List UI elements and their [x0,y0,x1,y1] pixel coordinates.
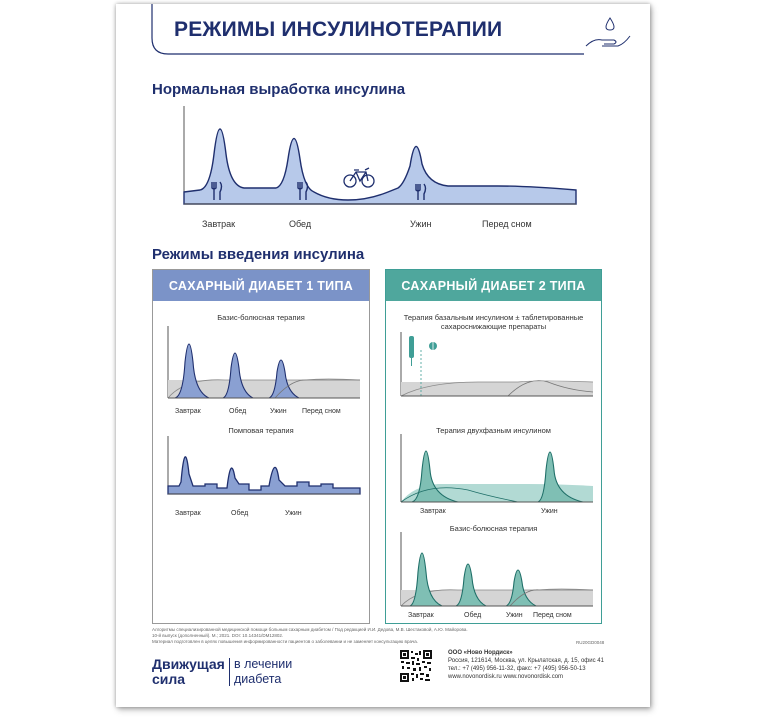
type1-c2-label-lunch: Обед [231,510,249,517]
insulin-pen-icon [409,336,414,366]
type2-header: САХАРНЫЙ ДИАБЕТ 2 ТИПА [386,270,601,301]
type2-c3-label-breakfast: Завтрак [408,612,434,619]
type2-biphasic-chart [398,430,598,510]
type1-basal-bolus-chart [165,322,365,402]
type2-c3-label-dinner: Ужин [506,612,523,619]
footer-note-1: Алгоритмы специализированной медицинской помощи больным сахарным диабетом / Под редакцией И.И. Дедова, М.В. Шестаковой, А.Ю. Майорова. [152,627,468,632]
company-address: Россия, 121614, Москва, ул. Крылатская, д. 15, офис 41 [448,658,604,664]
brand-divider [229,658,230,686]
normal-heading: Нормальная выработка инсулина [152,81,406,98]
type1-c1-label-dinner: Ужин [270,408,287,415]
type2-panel [385,269,602,624]
type2-basal-bolus-chart [398,528,598,608]
normal-label-breakfast: Завтрак [202,219,236,229]
footer-note-2: 10-й выпуск (дополненный). М.; 2021. DOI: 10.14341/DM12802. [152,633,284,638]
footer-note-3: Материал подготовлен в целях повышения информированности пациентов о заболевании и не заменяет консультацию врача. [152,639,418,644]
normal-label-lunch: Обед [289,219,312,229]
type1-chart1-title: Базис-болюсная терапия [217,313,305,322]
bicycle-icon [344,168,374,187]
brand-right-2: диабета [234,672,282,686]
type2-c3-label-lunch: Обед [464,612,482,619]
type2-chart3-title: Базис-болюсная терапия [449,524,538,533]
type1-c2-label-dinner: Ужин [285,510,302,517]
normal-label-dinner: Ужин [410,219,432,229]
type2-chart1-title-1: Терапия базальным инсулином ± таблетированные [403,313,584,322]
type2-c2-label-dinner: Ужин [541,508,558,515]
footer-code: RU20GD0048 [576,640,605,645]
type1-header: САХАРНЫЙ ДИАБЕТ 1 ТИПА [153,270,369,301]
type1-c1-label-breakfast: Завтрак [175,408,201,415]
page-title: РЕЖИМЫ ИНСУЛИНОТЕРАПИИ [174,18,503,41]
brand-right-1: в лечении [234,657,293,671]
type2-chart1-title-2: сахароснижающие препараты [440,322,547,331]
type2-c2-label-breakfast: Завтрак [420,508,446,515]
type1-panel [152,269,370,624]
hand-drop-icon [584,12,634,52]
type2-chart2-title: Терапия двухфазным инсулином [436,426,551,435]
company-site: www.novonordisk.ru www.novonordisk.com [448,674,564,680]
type2-basal-chart [398,330,598,400]
company-name: ООО «Ново Нордиск» [448,650,513,656]
brand-line-1: Движущая [152,656,225,672]
type1-pump-chart [165,434,365,504]
normal-label-bedtime: Перед сном [482,219,532,229]
company-phone: тел.: +7 (495) 956-11-32, факс: +7 (495) 956-50-13 [448,666,586,672]
type1-chart2-title: Помповая терапия [228,426,294,435]
normal-insulin-chart [178,104,578,214]
type1-c2-label-breakfast: Завтрак [175,510,201,517]
type2-c3-label-bedtime: Перед сном [533,612,572,619]
qr-code-icon [400,650,432,682]
brand-line-2: сила [152,671,186,687]
pill-icon [429,342,437,350]
type1-c1-label-lunch: Обед [229,408,247,415]
modes-heading: Режимы введения инсулина [152,246,365,263]
type1-c1-label-bedtime: Перед сном [302,408,341,415]
poster-sheet [116,4,650,707]
